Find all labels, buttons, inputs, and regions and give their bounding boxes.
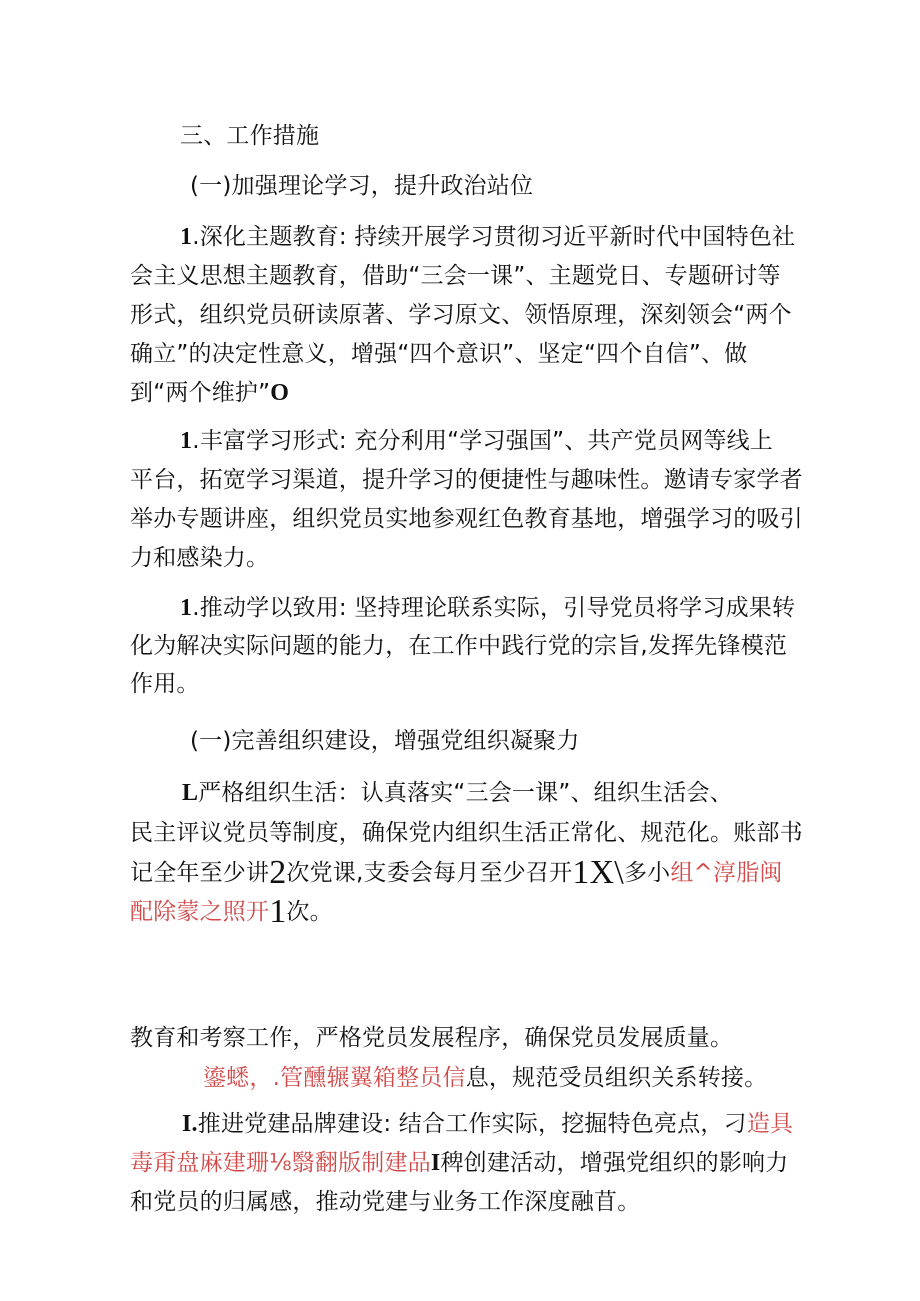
paragraph-line: 严格组织生活：认真落实“三会一课”、组织生活会、 [198, 780, 733, 806]
garbled-text-run: 造具 [746, 1111, 794, 1137]
paragraph-line: 形式，组织党员研读原著、学习原文、领悟原理，深刻领会“两个 [130, 302, 792, 328]
text-run: 2 [269, 854, 287, 891]
paragraph-line: 确立”的决定性意义，增强“四个意识”、坚定“四个自信”、做 [130, 341, 748, 367]
text-run: I [430, 1150, 441, 1176]
text-run: 记全年至少讲 [130, 860, 270, 886]
paragraph-line: .深化主题教育: 持续开展学习贯彻习近平新时代中国特色社 [192, 224, 796, 250]
section-heading: 三、工作措施 [180, 123, 320, 149]
subsection-title-2: (一)完善组织建设，增强党组织凝聚力 [190, 728, 580, 754]
paragraph-line: 作用。 [130, 671, 200, 697]
item-number: I. [182, 1111, 198, 1137]
text-run: 1 [269, 893, 287, 930]
item-number: 1 [180, 428, 193, 454]
text-run: 次党课,支委会每月至少召开 [286, 860, 573, 886]
paragraph-line: .推动学以致用: 坚持理论联系实际，引导党员将学习成果转 [192, 595, 796, 621]
paragraph-line-development: 教育和考察工作，严格党员发展程序，确保党员发展质量。 [130, 1025, 734, 1051]
paragraph-line: 民主评议党员等制度，确保党内组织生活正常化、规范化。账部书 [130, 820, 803, 846]
garbled-text-run: 毒甭盘麻建珊⅛翳翻版制建品 [130, 1150, 431, 1176]
text-run: 稗创建活动，增强党组织的影响力 [440, 1150, 789, 1176]
paragraph-line: 和党员的归属感，推动党建与业务工作深度融苜。 [130, 1189, 641, 1215]
paragraph-line: 到“两个维护” [130, 380, 271, 406]
subsection-title-1: (一)加强理论学习，提升政治站位 [190, 173, 534, 199]
paragraph-line: 力和感染力。 [130, 545, 270, 571]
item-number: 1 [180, 595, 193, 621]
text-run: 1X\ [572, 854, 624, 891]
text-run: 多小 [623, 860, 671, 886]
text-run: 次。 [286, 899, 333, 925]
paragraph-line: 化为解决实际问题的能力，在工作中践行党的宗旨,发挥先锋模范 [130, 633, 788, 659]
paragraph-line: 平台，拓宽学习渠道，提升学习的便捷性与趣味性。邀请专家学者 [130, 467, 803, 493]
garbled-text-run: 组^淳脂闽 [670, 860, 783, 886]
paragraph-line: .丰富学习形式: 充分利用“学习强国”、共产党员网等线上 [192, 428, 774, 454]
item-number: 1 [180, 224, 193, 250]
text-run: 推进党建品牌建设: 结合工作实际，挖掘特色亮点，刁 [197, 1111, 747, 1137]
paragraph-end-mark: O [270, 380, 290, 406]
item-number: L [182, 780, 199, 806]
paragraph-line: 举办专题讲座，组织党员实地参观红色教育基地，增强学习的吸引 [130, 506, 803, 532]
garbled-text-run: 配除蒙之照开 [130, 899, 270, 925]
garbled-text-run: 鎏蟋，.管醺辗翼箱整员信 [203, 1065, 466, 1091]
paragraph-line: 会主义思想主题教育，借助“三会一课”、主题党日、专题研讨等 [130, 263, 781, 289]
text-run: 息，规范受员组织关系转接。 [465, 1065, 768, 1091]
